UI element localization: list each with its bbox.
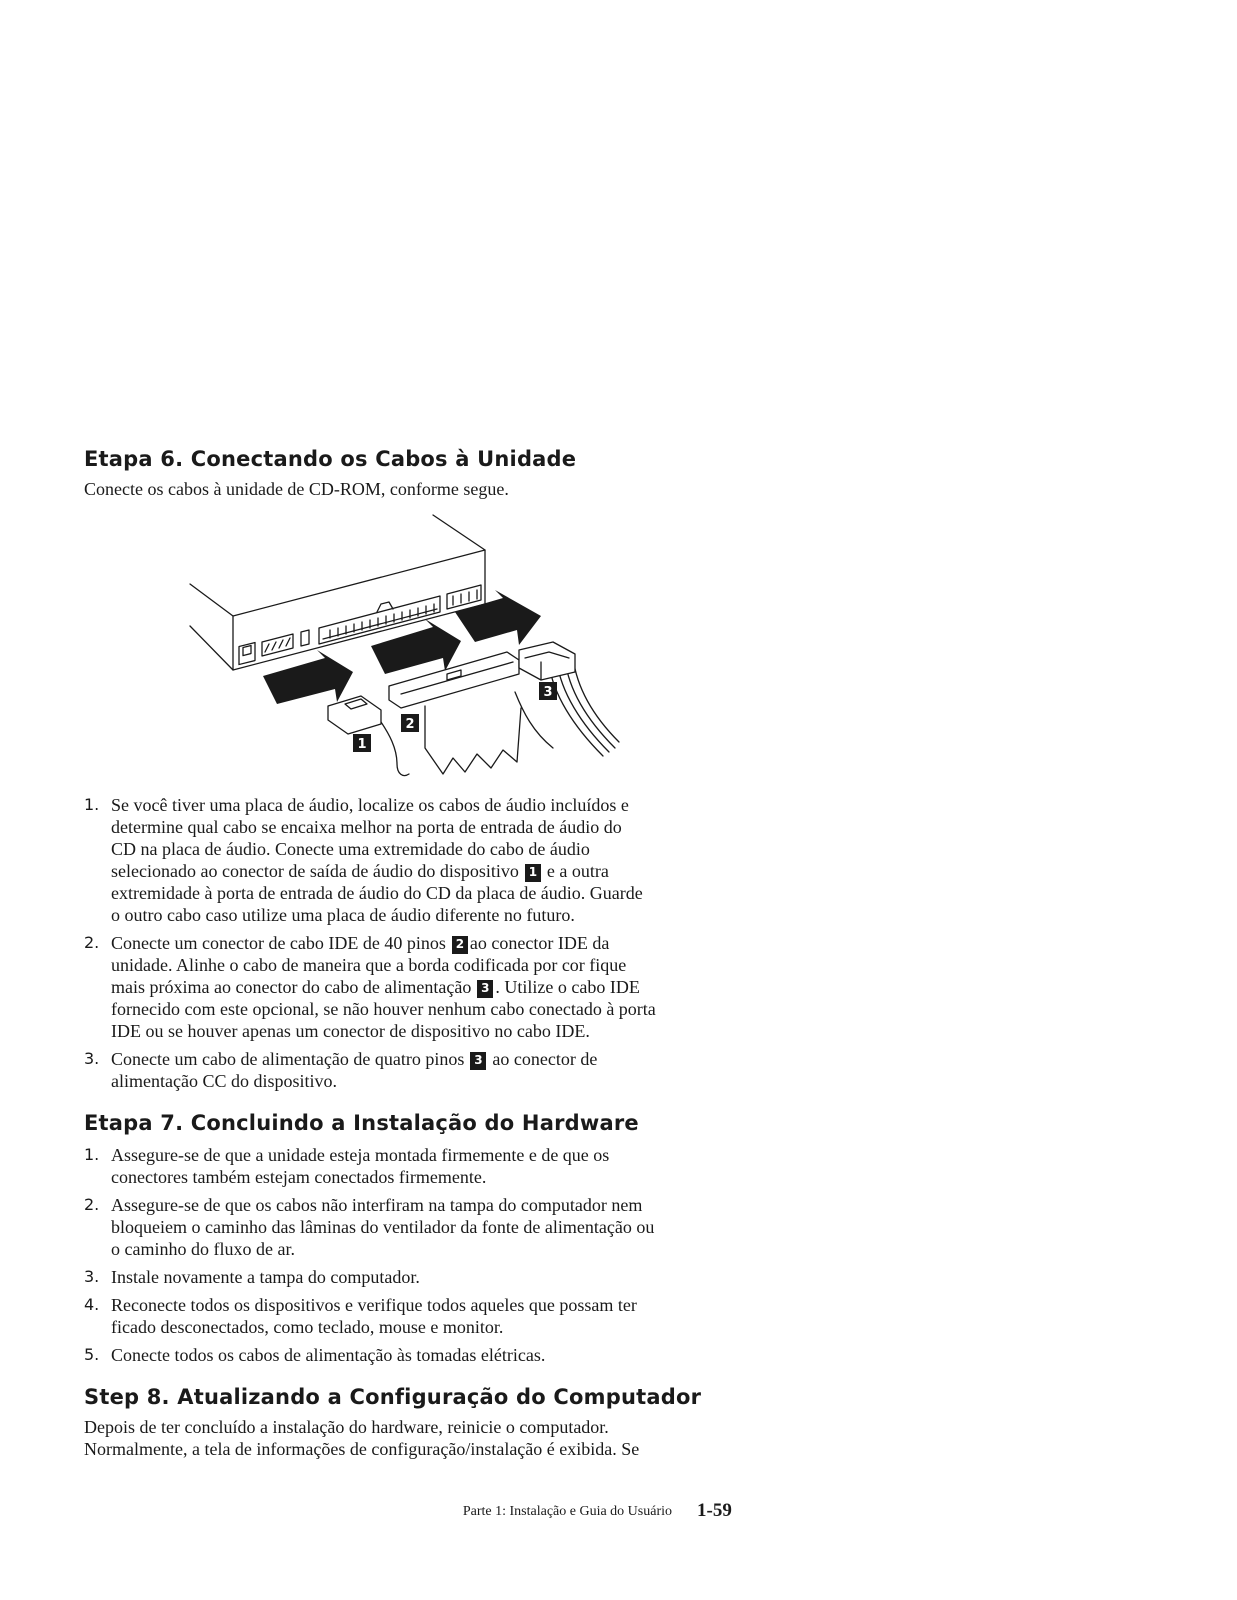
list-line xyxy=(111,976,744,998)
list-line: Se você tiver uma placa de áudio, localize os cabos de áudio incluídos e xyxy=(111,795,629,815)
callout-badge: 3 xyxy=(470,1052,486,1070)
page-number: 1-59 xyxy=(697,1500,732,1521)
list-number: 2. xyxy=(84,1195,100,1214)
step8-paragraph-line: Normalmente, a tela de informações de configuração/instalação é exibida. Se xyxy=(84,1439,640,1459)
list-line: bloqueiem o caminho das lâminas do ventilador da fonte de alimentação ou xyxy=(111,1217,655,1237)
arrow-3 xyxy=(455,590,541,645)
list-line: Assegure-se de que a unidade esteja montada firmemente e de que os xyxy=(111,1145,610,1165)
text-segment: selecionado ao conector de saída de áudio do dispositivo xyxy=(111,861,519,881)
step6-list xyxy=(84,794,744,1098)
list-line: Conecte todos os cabos de alimentação às tomadas elétricas. xyxy=(111,1345,546,1365)
step7-heading: Etapa 7. Concluindo a Instalação do Hardware xyxy=(84,1111,639,1135)
callout-badge: 3 xyxy=(477,980,493,998)
callout-badge: 2 xyxy=(452,936,468,954)
list-item xyxy=(84,1048,744,1092)
step8-heading: Step 8. Atualizando a Configuração do Computador xyxy=(84,1385,702,1409)
list-line: alimentação CC do dispositivo. xyxy=(111,1071,337,1091)
list-item xyxy=(84,1194,744,1260)
list-line xyxy=(111,932,744,954)
drive-top-edge xyxy=(190,515,485,616)
list-item xyxy=(84,1144,744,1188)
list-line: Assegure-se de que os cabos não interfiram na tampa do computador nem xyxy=(111,1195,643,1215)
list-item xyxy=(84,1266,744,1288)
footer-section-label: Parte 1: Instalação e Guia do Usuário xyxy=(462,1504,672,1519)
list-item xyxy=(84,794,744,926)
list-line: CD na placa de áudio. Conecte uma extremidade do cabo de áudio xyxy=(111,839,590,859)
list-line: conectores também estejam conectados firmemente. xyxy=(111,1167,487,1187)
list-line: extremidade à porta de entrada de áudio do CD da placa de áudio. Guarde xyxy=(111,883,643,903)
list-line: ficado desconectados, como teclado, mouse e monitor. xyxy=(111,1317,504,1337)
list-number: 3. xyxy=(84,1049,100,1068)
jumper-block xyxy=(239,643,255,665)
list-number: 2. xyxy=(84,933,100,952)
step6-intro: Conecte os cabos à unidade de CD-ROM, conforme segue. xyxy=(84,479,509,499)
audio-connector xyxy=(262,634,293,656)
list-item xyxy=(84,1294,744,1338)
list-item xyxy=(84,932,744,1042)
list-line: o caminho do fluxo de ar. xyxy=(111,1239,295,1259)
text-segment: Conecte um cabo de alimentação de quatro pinos xyxy=(111,1049,465,1069)
step7-list xyxy=(84,1144,744,1372)
drive-bottom-edge xyxy=(190,626,233,670)
list-line xyxy=(111,1048,744,1070)
list-line: determine qual cabo se encaixa melhor na porta de entrada de áudio do xyxy=(111,817,622,837)
text-segment: Conecte um conector de cabo IDE de 40 pinos xyxy=(111,933,446,953)
list-line: IDE ou se houver apenas um conector de dispositivo no cabo IDE. xyxy=(111,1021,590,1041)
list-line: Instale novamente a tampa do computador. xyxy=(111,1267,420,1287)
text-segment: mais próxima ao conector do cabo de alimentação xyxy=(111,977,472,997)
list-line xyxy=(111,860,744,882)
step8-paragraph-line: Depois de ter concluído a instalação do hardware, reinicie o computador. xyxy=(84,1417,609,1437)
list-line: Reconecte todos os dispositivos e verifique todos aqueles que possam ter xyxy=(111,1295,637,1315)
list-number: 4. xyxy=(84,1295,100,1314)
text-segment: e a outra xyxy=(546,861,609,881)
step6-heading: Etapa 6. Conectando os Cabos à Unidade xyxy=(84,447,577,471)
list-item xyxy=(84,1344,744,1366)
list-number: 1. xyxy=(84,1145,100,1164)
text-segment: . Utilize o cabo IDE xyxy=(495,977,640,997)
text-segment: ao conector IDE da xyxy=(469,933,610,953)
jumper-pins xyxy=(301,630,309,646)
list-number: 5. xyxy=(84,1345,100,1364)
cable-connection-illustration xyxy=(185,512,625,782)
power-connector xyxy=(447,585,481,609)
callout-3-label: 3 xyxy=(543,685,553,700)
text-segment: ao conector de xyxy=(492,1049,598,1069)
callout-2-label: 2 xyxy=(405,717,415,732)
callout-badge: 1 xyxy=(525,864,541,882)
list-line: o outro cabo caso utilize uma placa de áudio diferente no futuro. xyxy=(111,905,575,925)
list-number: 1. xyxy=(84,795,100,814)
list-number: 3. xyxy=(84,1267,100,1286)
ide-ribbon-cable xyxy=(425,706,521,774)
callout-1-label: 1 xyxy=(357,737,367,752)
list-line: unidade. Alinhe o cabo de maneira que a borda codificada por cor fique xyxy=(111,955,627,975)
page-footer xyxy=(0,1500,1237,1524)
power-plug xyxy=(519,642,575,680)
list-line: fornecido com este opcional, se não houver nenhum cabo conectado à porta xyxy=(111,999,656,1019)
